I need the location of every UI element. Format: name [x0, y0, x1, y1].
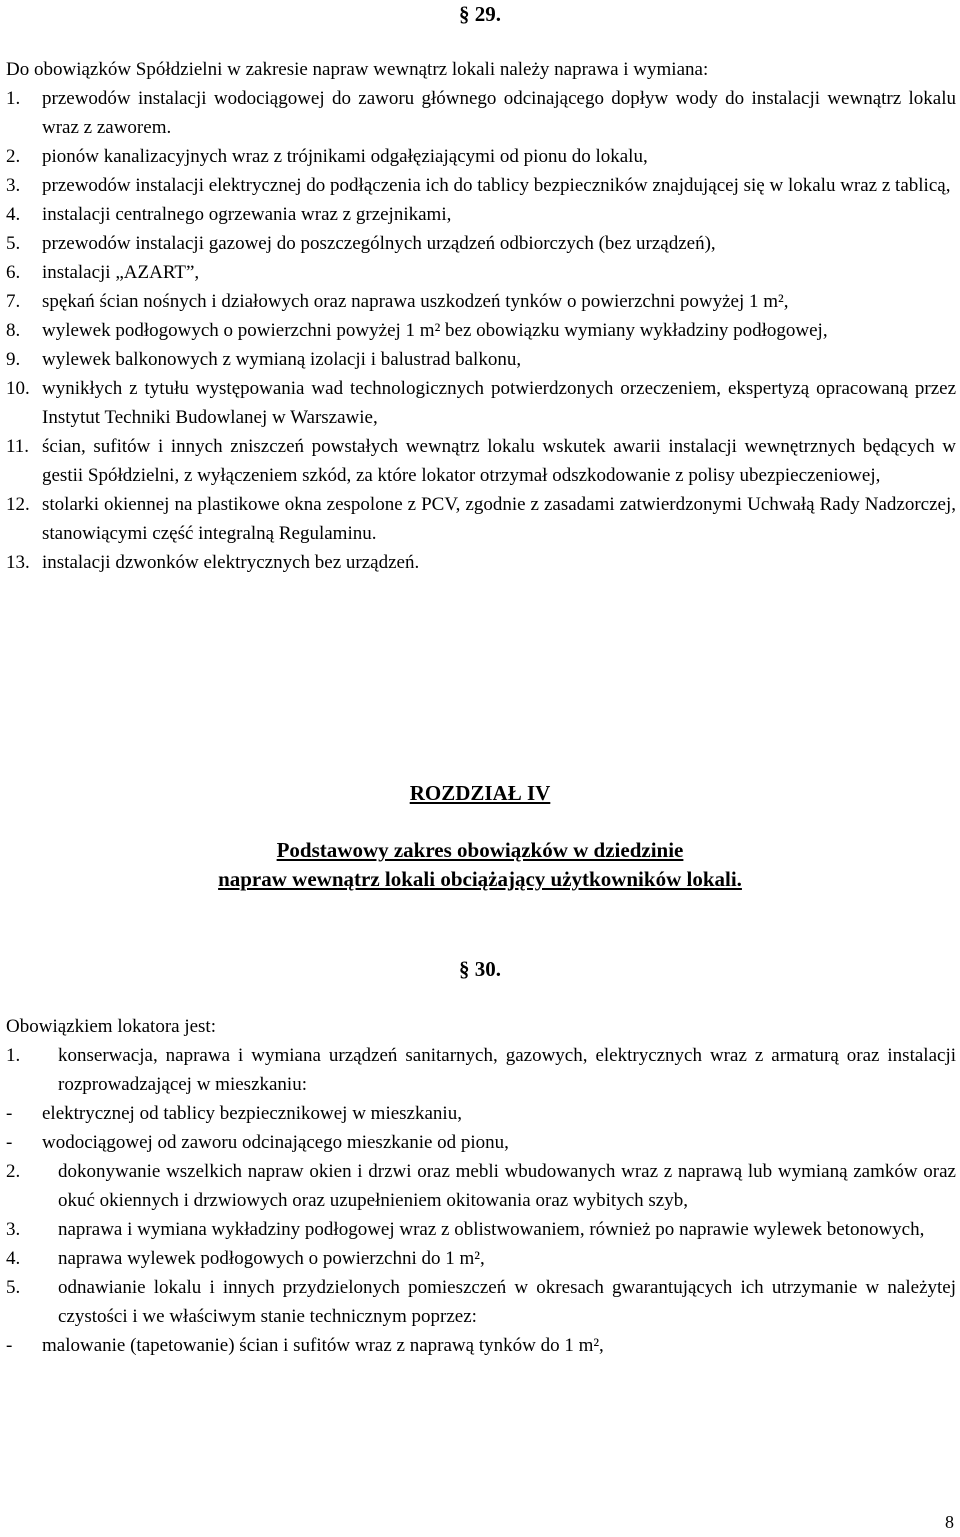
- chapter-subtitle-line1: Podstawowy zakres obowiązków w dziedzinie: [276, 838, 684, 862]
- list-item-text: dokonywanie wszelkich napraw okien i drzwi oraz mebli wbudowanych wraz z naprawą lub wymianą zamków oraz okuć okiennych i drzwiowych oraz uzupełnieniem okitowania oraz wybitych szyb,: [58, 1161, 956, 1211]
- list-item: [6, 171, 956, 200]
- list-item-number: 1.: [6, 88, 21, 109]
- list-item-text: instalacji „AZART”,: [42, 262, 200, 283]
- dash-list-item: [6, 1128, 956, 1157]
- list-item-number: 2.: [6, 1161, 21, 1182]
- dash-list-item: [6, 1331, 956, 1360]
- list-item-dash: -: [6, 1132, 13, 1153]
- list-item-number: 10.: [6, 378, 30, 399]
- list-item: [6, 200, 956, 229]
- list-item-number: 13.: [6, 552, 30, 573]
- list-item-text: wylewek balkonowych z wymianą izolacji i balustrad balkonu,: [42, 349, 522, 370]
- list-item-text: konserwacja, naprawa i wymiana urządzeń sanitarnych, gazowych, elektrycznych wraz z armaturą oraz instalacji rozprowadzającej w mieszkaniu:: [58, 1045, 956, 1095]
- list-item-text: naprawa wylewek podłogowych o powierzchni do 1 m²,: [58, 1248, 485, 1269]
- list-item-text: instalacji centralnego ogrzewania wraz z grzejnikami,: [42, 204, 452, 225]
- list-item: [6, 1157, 956, 1215]
- list-item: [6, 84, 956, 142]
- list-item-number: 11.: [6, 436, 30, 457]
- list-item-number: 2.: [6, 146, 21, 167]
- list-item-number: 3.: [6, 1219, 21, 1240]
- section-30-intro: Obowiązkiem lokatora jest:: [6, 1016, 216, 1037]
- list-item-number: 3.: [6, 175, 21, 196]
- list-item: [6, 490, 956, 548]
- list-item-number: 4.: [6, 204, 21, 225]
- list-item: [6, 345, 956, 374]
- list-item-number: 12.: [6, 494, 30, 515]
- section-30-heading: § 30.: [459, 957, 501, 981]
- list-item: [6, 1215, 956, 1244]
- list-item-text: przewodów instalacji gazowej do poszczególnych urządzeń odbiorczych (bez urządzeń),: [42, 233, 716, 254]
- list-item: [6, 1041, 956, 1099]
- section-29-list: [6, 84, 956, 577]
- chapter-heading: [0, 779, 960, 894]
- section-30-body: [6, 1012, 956, 1360]
- list-item: [6, 374, 956, 432]
- list-item-text: wynikłych z tytułu występowania wad technologicznych potwierdzonych orzeczeniem, ekspertyzą opracowaną przez Instytut Techniki Budowlanej w Warszawie,: [42, 378, 956, 428]
- list-item: [6, 287, 956, 316]
- list-item-dash: -: [6, 1335, 13, 1356]
- list-item: [6, 1244, 956, 1273]
- list-item-text: malowanie (tapetowanie) ścian i sufitów wraz z naprawą tynków do 1 m²,: [42, 1335, 604, 1356]
- list-item: [6, 1273, 956, 1331]
- list-item-number: 5.: [6, 233, 21, 254]
- section-30-list: [6, 1041, 956, 1360]
- page-number: 8: [945, 1512, 954, 1532]
- list-item-number: 7.: [6, 291, 21, 312]
- list-item-number: 1.: [6, 1045, 21, 1066]
- section-29-intro: Do obowiązków Spółdzielni w zakresie napraw wewnątrz lokali należy naprawa i wymiana:: [6, 59, 709, 80]
- list-item: [6, 432, 956, 490]
- list-item: [6, 142, 956, 171]
- list-item: [6, 258, 956, 287]
- list-item: [6, 548, 956, 577]
- chapter-subtitle-line2: napraw wewnątrz lokali obciążający użytkowników lokali.: [218, 867, 742, 891]
- list-item-text: instalacji dzwonków elektrycznych bez urządzeń.: [42, 552, 420, 573]
- list-item-text: spękań ścian nośnych i działowych oraz naprawa uszkodzeń tynków o powierzchni powyżej 1 m²,: [42, 291, 789, 312]
- list-item-text: elektrycznej od tablicy bezpiecznikowej w mieszkaniu,: [42, 1103, 462, 1124]
- chapter-title: ROZDZIAŁ IV: [409, 781, 551, 805]
- list-item-text: odnawianie lokalu i innych przydzielonych pomieszczeń w okresach gwarantujących ich utrzymanie w należytej czystości i we właściwym stanie technicznym poprzez:: [58, 1277, 956, 1327]
- dash-list-item: [6, 1099, 956, 1128]
- list-item-number: 8.: [6, 320, 21, 341]
- list-item-number: 6.: [6, 262, 21, 283]
- list-item-text: ścian, sufitów i innych zniszczeń powstałych wewnątrz lokalu wskutek awarii instalacji wewnętrznych będących w gestii Spółdzielni, z wyłączeniem szkód, za które lokator otrzymał odszkodowanie z polisy ubezpieczeniowej,: [42, 436, 956, 486]
- list-item-number: 9.: [6, 349, 21, 370]
- list-item-number: 4.: [6, 1248, 21, 1269]
- list-item-dash: -: [6, 1103, 13, 1124]
- list-item-text: stolarki okiennej na plastikowe okna zespolone z PCV, zgodnie z zasadami zatwierdzonymi Uchwałą Rady Nadzorczej, stanowiącymi część integralną Regulaminu.: [42, 494, 956, 544]
- list-item-number: 5.: [6, 1277, 21, 1298]
- list-item-text: przewodów instalacji wodociągowej do zaworu głównego odcinającego dopływ wody do instalacji wewnątrz lokalu wraz z zaworem.: [42, 88, 956, 138]
- list-item-text: przewodów instalacji elektrycznej do podłączenia ich do tablicy bezpieczników znajdującej się w lokalu wraz z tablicą,: [42, 175, 951, 196]
- section-29-body: [6, 55, 956, 577]
- list-item-text: pionów kanalizacyjnych wraz z trójnikami odgałęziającymi od pionu do lokalu,: [42, 146, 648, 167]
- list-item: [6, 229, 956, 258]
- list-item-text: naprawa i wymiana wykładziny podłogowej wraz z oblistwowaniem, również po naprawie wylewek betonowych,: [58, 1219, 925, 1240]
- list-item-text: wodociągowej od zaworu odcinającego mieszkanie od pionu,: [42, 1132, 509, 1153]
- list-item: [6, 316, 956, 345]
- list-item-text: wylewek podłogowych o powierzchni powyżej 1 m² bez obowiązku wymiany wykładziny podłogowej,: [42, 320, 828, 341]
- section-29-heading: § 29.: [459, 2, 501, 26]
